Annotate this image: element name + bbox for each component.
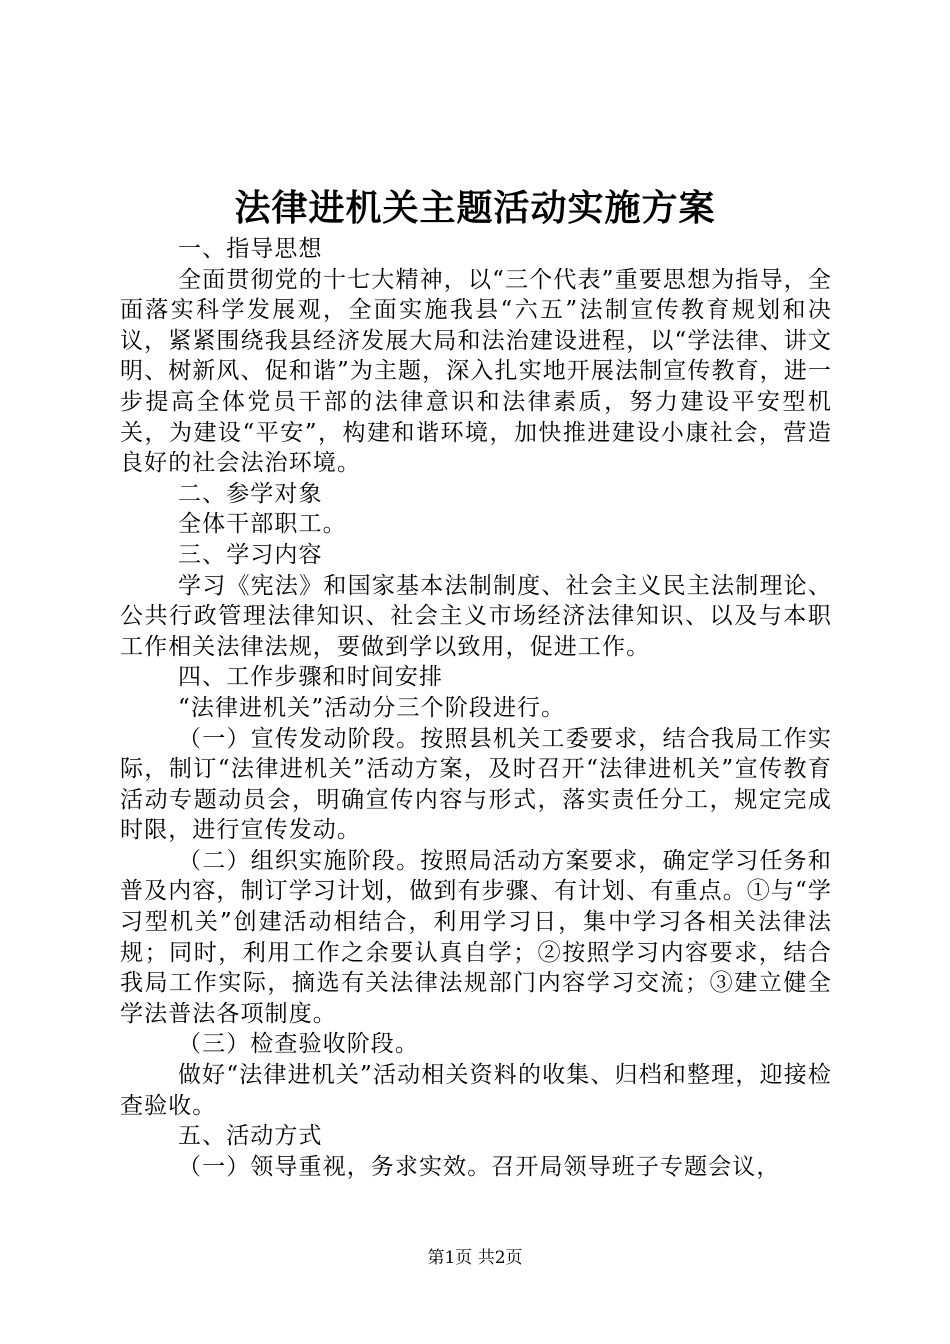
paragraph-stage-three: 做好“法律进机关”活动相关资料的收集、归档和整理，迎接检查验收。 (120, 1062, 832, 1119)
paragraph-stage-two: （二）组织实施阶段。按照局活动方案要求，确定学习任务和普及内容，制订学习计划，做到有步骤、有计划、有重点。①与“学习型机关”创建活动相结合，利用学习日，集中学习各相关法律法规；同时，利用工作之余要认真自学；②按照学习内容要求，结合我局工作实际，摘选有关法律法规部门内容学习交流；③建立健全学法普法各项制度。 (120, 847, 832, 1027)
paragraph-guiding-ideology: 全面贯彻党的十七大精神，以“三个代表”重要思想为指导，全面落实科学发展观，全面实施我县“六五”法制宣传教育规划和决议，紧紧围绕我县经济发展大局和法治建设进程，以“学法律、讲文明、树新风、促和谐”为主题，深入扎实地开展法制宣传教育，进一步提高全体党员干部的法律意识和法律素质，努力建设平安型机关，为建设“平安”，构建和谐环境，加快推进建设小康社会，营造良好的社会法治环境。 (120, 266, 832, 477)
section-heading-study-content: 三、学习内容 (178, 541, 323, 568)
paragraph-participants: 全体干部职工。 (178, 511, 347, 538)
paragraph-stage-three-heading: （三）检查验收阶段。 (178, 1031, 419, 1058)
page-number-footer: 第1页 共2页 (427, 1248, 523, 1268)
section-heading-steps-schedule: 四、工作步骤和时间安排 (178, 664, 444, 691)
paragraph-three-stages: “法律进机关”活动分三个阶段进行。 (178, 694, 566, 721)
paragraph-activity-method-one: （一）领导重视，务求实效。召开局领导班子专题会议， (178, 1153, 781, 1180)
section-heading-guiding-ideology: 一、指导思想 (178, 236, 323, 262)
document-title: 法律进机关主题活动实施方案 (234, 187, 716, 229)
section-heading-participants: 二、参学对象 (178, 480, 323, 507)
paragraph-study-content: 学习《宪法》和国家基本法制制度、社会主义民主法制理论、公共行政管理法律知识、社会主义市场经济法律知识、以及与本职工作相关法律法规，要做到学以致用，促进工作。 (120, 572, 832, 660)
paragraph-stage-one: （一）宣传发动阶段。按照县机关工委要求，结合我局工作实际，制订“法律进机关”活动方案，及时召开“法律进机关”宣传教育活动专题动员会，明确宣传内容与形式，落实责任分工，规定完成时限，进行宣传发动。 (120, 725, 832, 844)
document-body (120, 234, 832, 1182)
section-heading-activity-methods: 五、活动方式 (178, 1123, 323, 1150)
